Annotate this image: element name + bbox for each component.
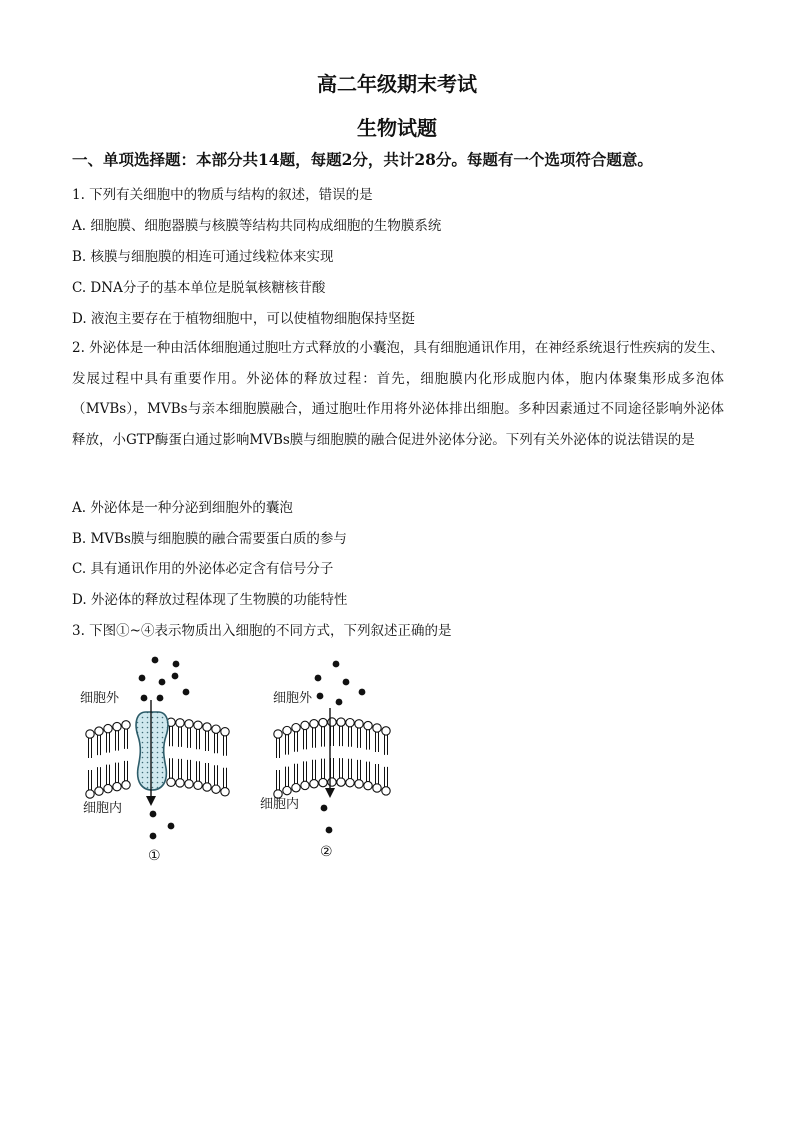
phospholipid-head (122, 781, 130, 789)
channel-protein (136, 712, 168, 790)
solute-particle (359, 689, 366, 696)
solute-particle (336, 699, 343, 706)
question-2-option-c: C. 具有通讯作用的外泌体必定含有信号分子 (72, 561, 334, 577)
phospholipid-head (95, 787, 103, 795)
phospholipid-head (185, 720, 193, 728)
solute-particle (159, 679, 166, 686)
phospholipid-head (382, 727, 390, 735)
solute-particle (317, 693, 324, 700)
outside-label-2: 细胞外 (273, 691, 313, 706)
phospholipid-head (104, 784, 112, 792)
question-1-option-c: C. DNA分子的基本单位是脱氧核糖核苷酸 (72, 280, 326, 296)
phospholipid-head (373, 784, 381, 792)
phospholipid-head (274, 730, 282, 738)
panel-number-1: ① (148, 848, 161, 864)
phospholipid-head (310, 780, 318, 788)
phospholipid-head (203, 783, 211, 791)
phospholipid-head (382, 787, 390, 795)
phospholipid-head (176, 779, 184, 787)
inside-label-1: 细胞内 (83, 801, 123, 816)
phospholipid-head (355, 720, 363, 728)
phospholipid-head (337, 718, 345, 726)
figure-panel-2 (260, 661, 390, 860)
phospholipid-head (301, 781, 309, 789)
phospholipid-head (221, 728, 229, 736)
exam-subtitle: 生物试题 (357, 116, 437, 140)
question-1-option-d: D. 液泡主要存在于植物细胞中，可以使植物细胞保持坚挺 (72, 311, 415, 327)
solute-particle (141, 695, 148, 702)
phospholipid-head (104, 724, 112, 732)
phospholipid-head (346, 778, 354, 786)
question-3-stem: 3. 下图①~④表示物质出入细胞的不同方式，下列叙述正确的是 (72, 623, 452, 639)
question-2-option-a: A. 外泌体是一种分泌到细胞外的囊泡 (72, 500, 293, 516)
phospholipid-head (301, 721, 309, 729)
phospholipid-head (185, 780, 193, 788)
solute-particle (326, 827, 333, 834)
phospholipid-head (122, 721, 130, 729)
phospholipid-head (319, 778, 327, 786)
solute-particle (315, 675, 322, 682)
phospholipid-head (337, 778, 345, 786)
section-heading: 一、单项选择题：本部分共14题，每题2分，共计28分。每题有一个选项符合题意。 (72, 150, 653, 169)
phospholipid-head (328, 718, 336, 726)
phospholipid-head (86, 790, 94, 798)
panel-number-2: ② (320, 844, 333, 860)
question-2-option-d: D. 外泌体的释放过程体现了生物膜的功能特性 (72, 592, 348, 608)
question-1-stem: 1. 下列有关细胞中的物质与结构的叙述，错误的是 (72, 187, 373, 203)
phospholipid-head (203, 723, 211, 731)
solute-particle (152, 657, 159, 664)
question-1-option-a: A. 细胞膜、细胞器膜与核膜等结构共同构成细胞的生物膜系统 (72, 218, 442, 234)
phospholipid-head (283, 786, 291, 794)
phospholipid-head (292, 724, 300, 732)
phospholipid-head (194, 781, 202, 789)
solute-particle (150, 833, 157, 840)
question-2-stem: 2. 外泌体是一种由活体细胞通过胞吐方式释放的小囊泡，具有细胞通讯作用，在神经系统退行性疾病的发生、发展过程中具有重要作用。外泌体的释放过程：首先，细胞膜内化形成胞内体，胞内体聚集形成多泡体（MVBs），MVBs与亲本细胞膜融合，通过胞吐作用将外泌体排出细胞。多种因素通过不同途径影响外泌体释放，小GTP酶蛋白通过影响MVBs膜与细胞膜的融合促进外泌体分泌。下列有关外泌体的说法错误的是 (72, 340, 724, 448)
membrane-bilayer-2 (274, 718, 390, 798)
outside-label-1: 细胞外 (80, 691, 120, 706)
phospholipid-head (292, 784, 300, 792)
phospholipid-head (221, 788, 229, 796)
membrane-transport-figure (0, 640, 794, 870)
solute-particle (183, 689, 190, 696)
phospholipid-head (319, 718, 327, 726)
question-2-option-b: B. MVBs膜与细胞膜的融合需要蛋白质的参与 (72, 531, 347, 547)
phospholipid-head (283, 726, 291, 734)
phospholipid-head (113, 722, 121, 730)
phospholipid-head (113, 782, 121, 790)
phospholipid-head (346, 718, 354, 726)
phospholipid-head (212, 785, 220, 793)
solute-particle (321, 805, 328, 812)
solute-particle (343, 679, 350, 686)
question-1-option-b: B. 核膜与细胞膜的相连可通过线粒体来实现 (72, 249, 334, 265)
solute-particle (157, 695, 164, 702)
figure-panel-1 (80, 657, 229, 864)
phospholipid-head (355, 780, 363, 788)
solute-particle (139, 675, 146, 682)
phospholipid-head (212, 725, 220, 733)
solute-particle (150, 811, 157, 818)
phospholipid-head (364, 721, 372, 729)
solute-particle (333, 661, 340, 668)
solute-particle (168, 823, 175, 830)
solute-particle (173, 661, 180, 668)
exam-title: 高二年级期末考试 (317, 72, 477, 96)
phospholipid-head (364, 781, 372, 789)
phospholipid-head (194, 721, 202, 729)
phospholipid-head (86, 730, 94, 738)
phospholipid-head (95, 727, 103, 735)
solute-particle (172, 673, 179, 680)
phospholipid-head (328, 778, 336, 786)
phospholipid-head (167, 778, 175, 786)
inside-label-2: 细胞内 (260, 797, 300, 812)
phospholipid-head (373, 724, 381, 732)
phospholipid-head (310, 720, 318, 728)
phospholipid-head (176, 719, 184, 727)
